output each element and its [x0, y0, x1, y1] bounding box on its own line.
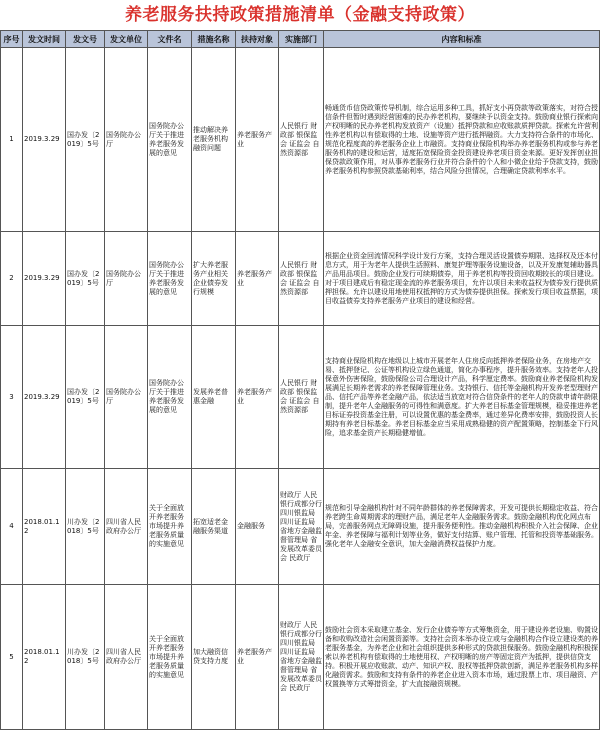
header-target: 扶持对象: [236, 31, 279, 48]
cell-index: 1: [1, 48, 23, 232]
cell-file-name: 国务院办公厅关于推进养老服务发展的意见: [148, 326, 192, 469]
cell-date: 2019.3.29: [23, 326, 66, 469]
cell-index: 3: [1, 326, 23, 469]
cell-department: 财政厅 人民银行成都分行 四川银监局 四川证监局 省地方金融监督管理局 省发展改革委员会 民政厅: [279, 469, 324, 585]
document-title: 养老服务扶持政策措施清单（金融支持政策）: [125, 5, 475, 25]
table-row: [1, 48, 600, 232]
header-issuer: 发文单位: [105, 31, 148, 48]
cell-target: 养老服务产业: [236, 585, 279, 730]
cell-content: 规范和引导金融机构针对不同年龄群体的养老保障需求，开发可提供长期稳定收益、符合养老跨生命周期需求的理财产品，满足老年人金融服务需求。鼓励金融机构优化网点布局，完善服务网点无障碍设施，提升服务便利性。推动金融机构积极介入社会保障、企业年金、养老保障与福利计划等业务，做好支付结算、账户管理、托管和投资等基础服务。强化老年人金融安全意识，加大金融消费权益保护力度。: [324, 469, 600, 585]
cell-index: 5: [1, 585, 23, 730]
cell-issuer: 国务院办公厅: [105, 326, 148, 469]
cell-doc-number: 国办发〔2019〕5号: [66, 232, 105, 326]
table-row: [1, 232, 600, 326]
cell-measure: 扩大养老服务产业相关企业债券发行规模: [192, 232, 236, 326]
cell-issuer: 国务院办公厅: [105, 48, 148, 232]
cell-index: 4: [1, 469, 23, 585]
cell-doc-number: 川办发〔2018〕5号: [66, 585, 105, 730]
cell-date: 2018.01.12: [23, 469, 66, 585]
cell-department: 人民银行 财政部 银保监会 证监会 自然资源部: [279, 232, 324, 326]
policy-table: [0, 30, 600, 730]
cell-doc-number: 川办发〔2018〕5号: [66, 469, 105, 585]
cell-content: 根据企业资金回流情况科学设计发行方案，支持合理灵活设置债券期限、选择权及还本付息方式，用于为老年人提供生活照料、康复护理等服务设施设备，以及开发康复辅助器具产品用品项目。鼓励企业发行可续期债券，用于养老机构等投资回收期较长的项目建设。对于项目建成后有稳定现金流的养老服务项目，允许以项目未来收益权为债券发行提供质押担保。允许以建设用地使用权抵押的方式为债券提供担保。探索发行项目收益票据，项目收益债券支持养老服务产业项目的建设和经营。: [324, 232, 600, 326]
table-header-row: [1, 31, 600, 48]
cell-content: 鼓励社会资本采取建立基金、发行企业债券等方式筹集资金，用于建设养老设施、购置设备和收购改造社会闲置资源等。支持社会资本举办设立或与金融机构合作设立建设类的养老服务基金，为养老企业和社会组织提供多种形式的贷款担保服务。鼓励金融机构积极探索以养老机构有偿取得的土地使用权、产权明晰的房产等固定资产为抵押，提供信贷支持。积极开展应收账款、动产、知识产权、股权等抵押贷款创新，满足养老服务机构多样化融资需求。鼓励和支持有条件的养老企业进入资本市场，通过股票上市、项目融资、产权置换等方式筹措资金，扩大直接融资规模。: [324, 585, 600, 730]
cell-date: 2019.3.29: [23, 232, 66, 326]
cell-issuer: 国务院办公厅: [105, 232, 148, 326]
cell-target: 金融服务: [236, 469, 279, 585]
cell-file-name: 关于全面放开养老服务市场提升养老服务质量的实施意见: [148, 585, 192, 730]
cell-file-name: 国务院办公厅关于推进养老服务发展的意见: [148, 48, 192, 232]
table-row: [1, 585, 600, 730]
cell-content: 畅通货币信贷政策传导机制，综合运用多种工具，抓好支小再贷款等政策落实，对符合授信条件但暂时遇到经营困难的民办养老机构，要继续予以资金支持。鼓励商业银行探索向产权明晰的民办养老机构发放资产（设施）抵押贷款和应收账款质押贷款。探索允许营利性养老机构以有偿取得的土地、设施等资产进行抵押融资。大力支持符合条件的市场化、规范化程度高的养老服务企业上市融资。支持商业保险机构举办养老服务机构或参与养老服务机构的建设和运营，适度拓宽保险资金投资建设养老项目资金来源。更好发挥创业担保贷款政策作用，对从事养老服务行业并符合条件的个人和小微企业给予贷款支持，鼓励养老服务机构参照贷款基础利率，结合风险分担情况，合理确定贷款利率水平。: [324, 48, 600, 232]
cell-measure: 发展养老普惠金融: [192, 326, 236, 469]
cell-date: 2018.01.12: [23, 585, 66, 730]
cell-department: 人民银行 财政部 银保监会 证监会 自然资源部: [279, 48, 324, 232]
cell-department: 人民银行 财政部 银保监会 证监会 自然资源部: [279, 326, 324, 469]
cell-issuer: 四川省人民政府办公厅: [105, 585, 148, 730]
cell-content: 支持商业保险机构在地级以上城市开展老年人住房反向抵押养老保险业务，在房地产交易、抵押登记、公证等机构设立绿色通道，简化办事程序，提升服务效率。支持老年人投保意外伤害保险，鼓励保险公司合理设计产品，科学厘定费率。鼓励商业养老保险机构发展满足长期养老需求的养老保障管理业务。支持银行、信托等金融机构开发养老型理财产品、信托产品等养老金融产品，依法适当放宽对符合信贷条件的老年人的贷款申请年龄限制，提升老年人金融服务的可得性和满意度。扩大养老目标基金管理规模，稳妥推进养老目标证券投资基金注册，可以设置优惠的基金费率，通过差异化费率安排，鼓励投资人长期持有养老目标基金。养老目标基金应当采用成熟稳健的资产配置策略，控制基金下行风险，追求基金资产长期稳健增值。: [324, 326, 600, 469]
cell-department: 财政厅 人民银行成都分行 四川银监局 四川证监局 省地方金融监督管理局 省发展改革委员会 民政厅: [279, 585, 324, 730]
cell-measure: 推动解决养老服务机构融资问题: [192, 48, 236, 232]
header-doc-number: 发文号: [66, 31, 105, 48]
header-index: 序号: [1, 31, 23, 48]
cell-target: 养老服务产业: [236, 232, 279, 326]
cell-target: 养老服务产业: [236, 326, 279, 469]
header-file-name: 文件名: [148, 31, 192, 48]
header-content: 内容和标准: [324, 31, 600, 48]
header-date: 发文时间: [23, 31, 66, 48]
cell-file-name: 关于全面放开养老服务市场提升养老服务质量的实施意见: [148, 469, 192, 585]
table-row: [1, 326, 600, 469]
cell-target: 养老服务产业: [236, 48, 279, 232]
cell-issuer: 四川省人民政府办公厅: [105, 469, 148, 585]
cell-doc-number: 国办发〔2019〕5号: [66, 48, 105, 232]
header-department: 实施部门: [279, 31, 324, 48]
table-row: [1, 469, 600, 585]
cell-doc-number: 国办发〔2019〕5号: [66, 326, 105, 469]
cell-index: 2: [1, 232, 23, 326]
cell-file-name: 国务院办公厅关于推进养老服务发展的意见: [148, 232, 192, 326]
header-measure: 措施名称: [192, 31, 236, 48]
cell-date: 2019.3.29: [23, 48, 66, 232]
cell-measure: 拓宽适老金融服务渠道: [192, 469, 236, 585]
cell-measure: 加大融资信贷支持力度: [192, 585, 236, 730]
